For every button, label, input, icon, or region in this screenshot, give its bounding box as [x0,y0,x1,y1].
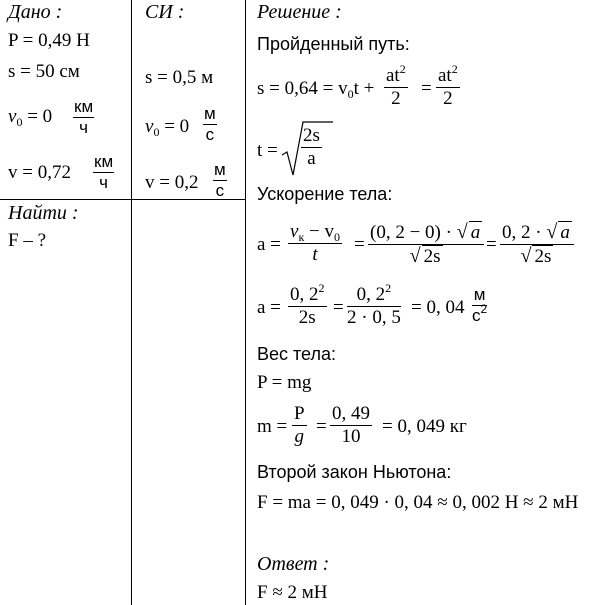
newton-equation: F = ma = 0, 049 · 0, 04 ≈ 0, 002 Н ≈ 2 мН [257,492,579,513]
a2-f2-den: 2 · 0, 5 [347,307,401,328]
si-v0-unit-den: с [205,125,215,144]
given-v0-unit-den: ч [79,118,88,137]
path-eq-c: = [421,78,432,99]
a2-fraction-1 [288,281,327,329]
a1-eq2: = [486,234,497,255]
given-v0-unit-num: км [74,97,94,116]
weight-equation: P = mg [257,372,312,393]
a2-f1-sup: 2 [318,281,325,295]
given-final-speed [8,162,71,184]
si-distance: s = 0,5 м [145,67,214,88]
accel-title: Ускорение тела: [257,184,393,204]
a2-f2-sup: 2 [385,281,392,295]
a2-eq1: = [333,297,344,318]
path-fraction-2 [436,62,460,110]
a1-f1-num-b: − v [304,221,334,242]
si-v0-sub: 0 [153,125,160,139]
a1-lhs: a = [257,234,281,255]
a2-f1-num: 0, 2 [290,284,319,305]
given-v0-unit [73,97,94,138]
find-heading: Найти : [8,202,79,224]
a1-f3-num-rad: a [560,222,570,243]
a2-fraction-2 [347,281,401,329]
a2-unit-den: с [472,306,481,325]
m-f1-den: g [294,426,305,447]
path-equation-lhs [257,78,374,100]
si-heading: СИ : [145,1,185,23]
m-f2-den: 10 [341,426,361,447]
given-initial-speed [8,106,52,128]
a1-eq1: = [354,234,365,255]
given-weight: P = 0,49 Н [8,30,90,51]
given-v-unit [93,152,114,193]
path-frac2-sup: 2 [451,62,458,76]
si-v-unit-den: с [215,181,225,200]
path-eq-sub: 0 [347,87,354,101]
a1-fraction-2: $\frac{(0, 2 - 0) \cdot √ a}{√ 2s}$ [368,221,484,268]
t-frac-num: 2s [303,125,320,146]
si-v-unit [213,160,227,201]
given-v0-sub: 0 [16,115,23,129]
a2-unit [472,285,487,326]
a2-unit-sup: 2 [480,302,488,316]
path-frac1-sup: 2 [399,62,406,76]
given-v0-symbol: v [8,106,17,127]
newton-title: Второй закон Ньютона: [257,462,452,482]
si-v0-eq: = 0 [159,116,190,137]
path-eq-a: s = 0,64 = v [257,78,348,99]
weight-title: Вес тела: [257,344,336,364]
a2-lhs: a = [257,297,281,318]
a1-f2-den-rad: 2s [423,246,441,267]
given-v-unit-den: ч [99,173,108,192]
m-fraction-2 [330,403,372,448]
a1-f1-den: t [312,244,318,265]
a1-f1-num-sub1: к [298,230,305,244]
given-heading: Дано : [8,1,63,23]
si-v-unit-num: м [214,160,226,179]
a1-fraction-3: $\frac{0, 2 \cdot √ a}{√ 2s}$ [500,221,574,268]
answer-value: F ≈ 2 мН [257,582,328,603]
a1-f3-num: 0, 2 · [502,222,547,243]
path-title: Пройденный путь: [257,34,410,54]
m-f1-num: P [294,403,305,424]
a1-f2-num-rad: a [470,222,481,243]
answer-heading: Ответ : [257,553,330,575]
path-eq-b: t + [353,78,375,99]
m-eq: = [316,416,327,437]
a1-f3-den-rad: 2s [534,246,552,267]
m-f2-num: 0, 49 [332,403,370,424]
a2-result: = 0, 04 [411,297,465,318]
m-lhs: m = [257,416,288,437]
si-v0-unit [203,104,217,145]
path-frac2-den: 2 [443,88,453,109]
a1-fraction-1 [288,221,342,266]
a1-f1-num-a: v [290,221,299,242]
given-find-divider [0,199,245,200]
a1-f2-num: (0, 2 − 0) · [370,222,457,243]
si-initial-speed [145,116,189,138]
t-lhs: t = [257,140,278,161]
si-v0-unit-num: м [204,104,216,123]
column-divider-si-solution [245,0,246,605]
given-v-unit-num: км [94,152,114,171]
find-item: F – ? [8,230,46,251]
t-frac-den: a [307,148,316,169]
path-frac2-num: at [438,65,452,86]
a1-f1-num-sub2: 0 [334,230,340,244]
si-final-speed: v = 0,2 [145,172,199,193]
given-v0-eq: = 0 [22,106,53,127]
path-frac1-den: 2 [391,88,401,109]
a2-unit-num: м [473,285,486,304]
path-frac1-num: at [386,65,400,86]
a2-f1-den: 2s [298,307,316,328]
given-distance: s = 50 см [8,61,80,82]
m-result: = 0, 049 кг [382,416,467,437]
m-fraction-1 [292,403,307,448]
column-divider-given-si [131,0,132,605]
si-v0-symbol: v [145,116,154,137]
path-fraction-1 [384,62,408,110]
a2-f2-num: 0, 2 [356,284,386,305]
solution-heading: Решение : [257,1,342,23]
t-fraction [301,125,322,170]
given-v-expr: v = 0,72 [8,162,71,183]
